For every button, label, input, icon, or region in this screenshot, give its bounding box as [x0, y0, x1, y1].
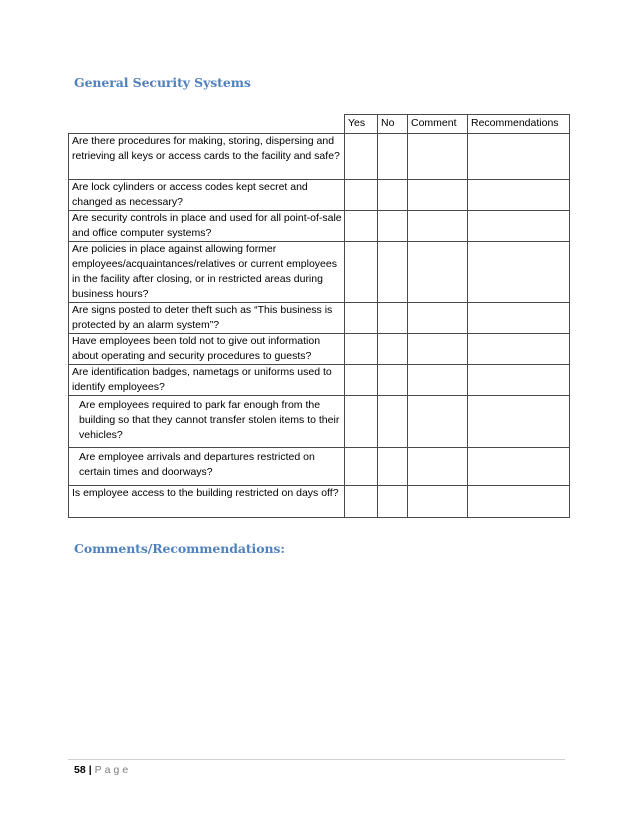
no-cell[interactable]	[378, 303, 408, 334]
comment-cell[interactable]	[408, 448, 468, 486]
no-cell[interactable]	[378, 334, 408, 365]
page-number: 58	[74, 764, 86, 776]
question-cell: Are identification badges, nametags or uniforms used to identify employees?	[69, 365, 345, 396]
table-row	[69, 334, 570, 365]
question-cell: Have employees been told not to give out information about operating and security procedures to guests?	[69, 334, 345, 365]
comment-cell[interactable]	[408, 334, 468, 365]
yes-cell[interactable]	[345, 242, 378, 303]
question-cell: Are there procedures for making, storing, dispersing and retrieving all keys or access cards to the facility and safe?	[69, 134, 345, 180]
recommendations-cell[interactable]	[468, 396, 570, 448]
comment-cell[interactable]	[408, 486, 468, 518]
recommendations-cell[interactable]	[468, 134, 570, 180]
yes-cell[interactable]	[345, 211, 378, 242]
question-cell: Are lock cylinders or access codes kept secret and changed as necessary?	[69, 180, 345, 211]
comment-cell[interactable]	[408, 134, 468, 180]
comment-cell[interactable]	[408, 396, 468, 448]
yes-cell[interactable]	[345, 396, 378, 448]
section-title: General Security Systems	[74, 75, 251, 90]
table-row	[69, 134, 570, 180]
yes-cell[interactable]	[345, 334, 378, 365]
question-cell: Are signs posted to deter theft such as “This business is protected by an alarm system”?	[69, 303, 345, 334]
comment-cell[interactable]	[408, 211, 468, 242]
header-blank-cell	[69, 115, 345, 134]
question-cell: Are security controls in place and used for all point-of-sale and office computer systems?	[69, 211, 345, 242]
page-label: Page	[94, 764, 132, 776]
page-footer	[74, 764, 131, 776]
no-cell[interactable]	[378, 448, 408, 486]
recommendations-cell[interactable]	[468, 242, 570, 303]
no-cell[interactable]	[378, 180, 408, 211]
yes-cell[interactable]	[345, 448, 378, 486]
yes-cell[interactable]	[345, 486, 378, 518]
table-row	[69, 303, 570, 334]
yes-cell[interactable]	[345, 303, 378, 334]
comment-cell[interactable]	[408, 365, 468, 396]
no-cell[interactable]	[378, 486, 408, 518]
recommendations-cell[interactable]	[468, 486, 570, 518]
question-cell: Is employee access to the building restricted on days off?	[69, 486, 345, 518]
yes-cell[interactable]	[345, 365, 378, 396]
recommendations-cell[interactable]	[468, 448, 570, 486]
table-row	[69, 365, 570, 396]
header-recommendations: Recommendations	[468, 115, 570, 134]
table-row	[69, 448, 570, 486]
question-cell: Are employee arrivals and departures restricted on certain times and doorways?	[69, 448, 345, 486]
question-cell: Are policies in place against allowing former employees/acquaintances/relatives or current employees in the facility after closing, or in restricted areas during business hours?	[69, 242, 345, 303]
comment-cell[interactable]	[408, 303, 468, 334]
recommendations-cell[interactable]	[468, 334, 570, 365]
comment-cell[interactable]	[408, 242, 468, 303]
table-row	[69, 396, 570, 448]
comments-section-title: Comments/Recommendations:	[74, 541, 285, 556]
table-row	[69, 180, 570, 211]
no-cell[interactable]	[378, 396, 408, 448]
header-comment: Comment	[408, 115, 468, 134]
header-yes: Yes	[345, 115, 378, 134]
table-row	[69, 211, 570, 242]
security-checklist-table	[68, 114, 570, 518]
recommendations-cell[interactable]	[468, 180, 570, 211]
recommendations-cell[interactable]	[468, 303, 570, 334]
question-cell: Are employees required to park far enough from the building so that they cannot transfer stolen items to their vehicles?	[69, 396, 345, 448]
table-header-row	[69, 115, 570, 134]
table-row	[69, 242, 570, 303]
footer-divider	[68, 759, 565, 760]
table-row	[69, 486, 570, 518]
recommendations-cell[interactable]	[468, 365, 570, 396]
no-cell[interactable]	[378, 365, 408, 396]
no-cell[interactable]	[378, 211, 408, 242]
footer-separator: |	[88, 764, 92, 776]
no-cell[interactable]	[378, 242, 408, 303]
yes-cell[interactable]	[345, 180, 378, 211]
recommendations-cell[interactable]	[468, 211, 570, 242]
header-no: No	[378, 115, 408, 134]
comment-cell[interactable]	[408, 180, 468, 211]
yes-cell[interactable]	[345, 134, 378, 180]
no-cell[interactable]	[378, 134, 408, 180]
